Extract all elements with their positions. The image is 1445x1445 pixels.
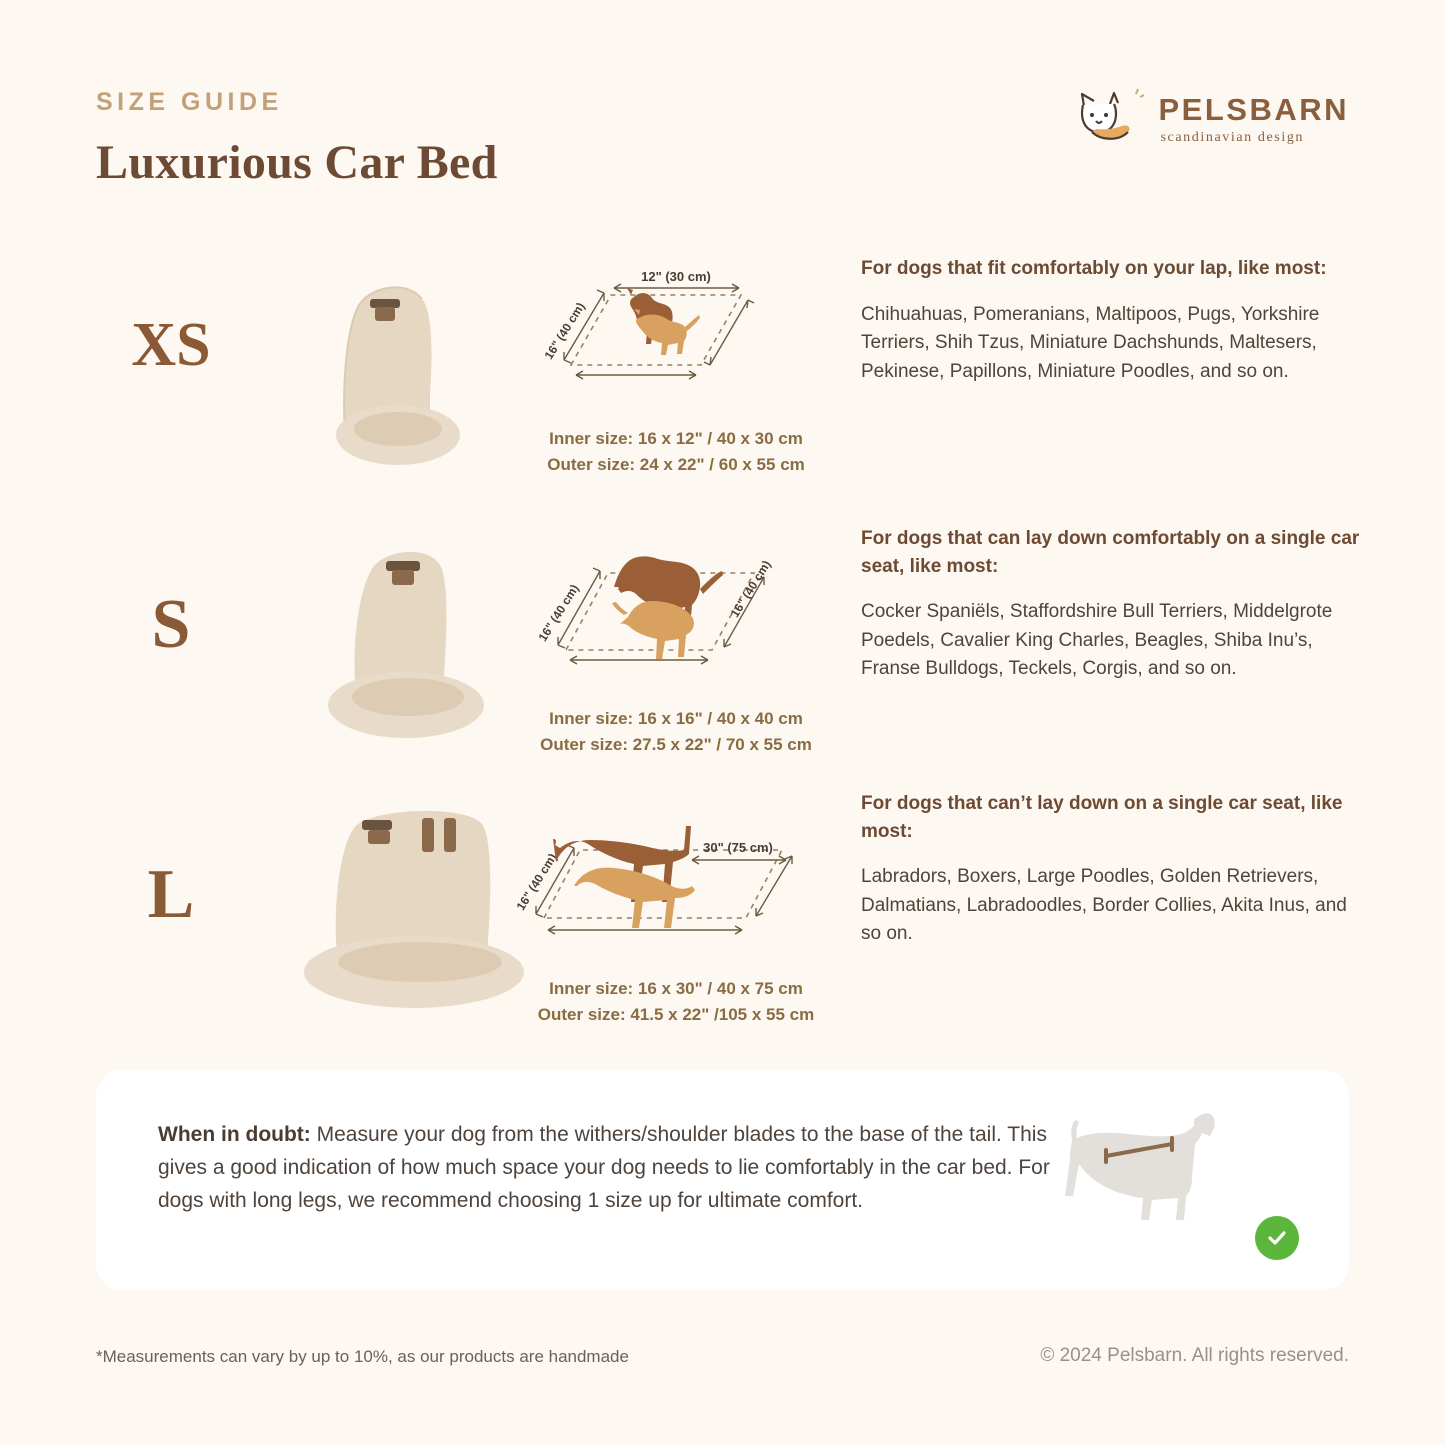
inner-size-s: Inner size: 16 x 16" / 40 x 40 cm xyxy=(549,709,803,728)
outer-size-s: Outer size: 27.5 x 22" / 70 x 55 cm xyxy=(540,734,812,754)
description-heading-s: For dogs that can lay down comfortably on a single car seat, like most: xyxy=(861,528,1360,577)
dim-right-label-s: 16" (40 cm) xyxy=(727,557,774,620)
dimension-text-s xyxy=(496,706,856,757)
brand-logo xyxy=(1066,88,1349,150)
size-row-xs xyxy=(96,255,1349,495)
dim-left-label-s: 16" (40 cm) xyxy=(535,581,582,644)
tip-lead: When in doubt: xyxy=(158,1123,311,1146)
tip-body: Measure your dog from the withers/shoulder blades to the base of the tail. This gives a good indication of how much space your dog needs to lie comfortably in the car bed. For dogs with long legs, we recommend choosing 1 size up for ultimate comfort. xyxy=(158,1123,1050,1213)
size-row-l xyxy=(96,790,1349,1050)
size-row-s xyxy=(96,525,1360,780)
tip-text xyxy=(158,1118,1088,1218)
inner-size-l: Inner size: 16 x 30" / 40 x 75 cm xyxy=(549,979,803,998)
measure-dog-illustration xyxy=(1054,1110,1254,1250)
brand-text xyxy=(1158,92,1349,146)
description-l xyxy=(861,790,1361,949)
eyebrow-label: SIZE GUIDE xyxy=(96,88,283,116)
dim-left-label-l: 16" (40 cm) xyxy=(513,850,560,913)
brand-tagline: scandinavian design xyxy=(1160,130,1305,145)
inner-size-xs: Inner size: 16 x 12" / 40 x 30 cm xyxy=(549,429,803,448)
footer-disclaimer: *Measurements can vary by up to 10%, as our products are handmade xyxy=(96,1347,629,1366)
outer-size-xs: Outer size: 24 x 22" / 60 x 55 cm xyxy=(547,454,805,474)
description-heading-l: For dogs that can’t lay down on a single car seat, like most: xyxy=(861,793,1343,842)
tip-card xyxy=(96,1070,1349,1290)
description-heading-xs: For dogs that fit comfortably on your lap, like most: xyxy=(861,258,1327,279)
dog-logo-icon xyxy=(1066,88,1144,150)
description-body-xs: Chihuahuas, Pomeranians, Maltipoos, Pugs, Yorkshire Terriers, Shih Tzus, Miniature Dachshunds, Maltesers, Pekinese, Papillons, Miniature Poodles, and so on. xyxy=(861,303,1320,382)
page-title: Luxurious Car Bed xyxy=(96,136,498,189)
check-icon xyxy=(1255,1216,1299,1260)
outer-size-l: Outer size: 41.5 x 22" /105 x 55 cm xyxy=(537,1004,815,1024)
dim-top-label-xs: 12" (30 cm) xyxy=(641,269,711,284)
dimension-text-l xyxy=(496,976,856,1027)
dimension-text-xs xyxy=(496,426,856,477)
description-s xyxy=(861,525,1361,684)
brand-name: PELSBARN xyxy=(1158,92,1349,127)
dimension-diagram-xs xyxy=(496,255,856,477)
dim-top-label-l: 30" (75 cm) xyxy=(703,840,773,855)
size-letter-l: L xyxy=(147,856,195,933)
dim-left-label-xs: 16" (40 cm) xyxy=(541,299,588,362)
description-body-s: Cocker Spaniëls, Staffordshire Bull Terriers, Middelgrote Poedels, Cavalier King Charles, Beagles, Shiba Inu’s, Franse Bulldogs, Teckels, Corgis, and so on. xyxy=(861,601,1333,680)
dimension-diagram-l xyxy=(496,790,856,1027)
description-body-l: Labradors, Boxers, Large Poodles, Golden Retrievers, Dalmatians, Labradoodles, Border Collies, Akita Inus, and so on. xyxy=(861,866,1347,945)
footer-copyright: © 2024 Pelsbarn. All rights reserved. xyxy=(1040,1345,1349,1366)
description-xs xyxy=(861,255,1361,386)
size-letter-xs: XS xyxy=(131,311,211,379)
dimension-diagram-s xyxy=(496,525,856,757)
size-letter-s: S xyxy=(151,586,191,663)
